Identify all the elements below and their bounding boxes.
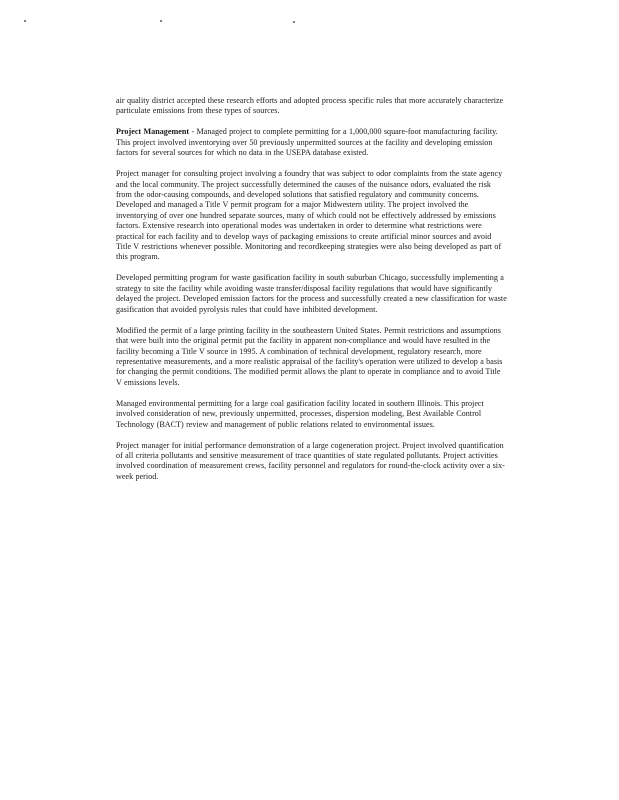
paragraph-text: Managed environmental permitting for a large coal gasification facility located in southern Illinois. This project involved consideration of new, previously unpermitted, processes, dispersion modeling, Best Available Control Technology (BACT) review and management of public relations related to environmental issues. <box>116 398 484 429</box>
paragraph-text: Modified the permit of a large printing facility in the southeastern United States. Permit restrictions and assumptions that were built into the original permit put the facility in apparent non-compliance and would have resulted in the facility becoming a Title V source in 1995. A combination of technical development, regulatory research, more representative measurements, and a more realistic appraisal of the facility's operation were utilized to develop a basis for changing the permit conditions. The modified permit allows the plant to operate in compliance and to avoid Title V emissions levels. <box>116 325 503 387</box>
paragraph-printing-facility <box>116 326 508 388</box>
scan-speck <box>160 20 162 22</box>
paragraph-text: Project manager for initial performance demonstration of a large cogeneration project. Project involved quantification of all criteria pollutants and sensitive measurement of trace quantities of state regulated pollutants. Project activities involved coordination of measurement crews, facility personnel and regulators for round-the-clock activity over a six-week period. <box>116 440 505 481</box>
paragraph-air-quality <box>116 96 508 117</box>
paragraph-text: air quality district accepted these research efforts and adopted process specific rules that more accurately characterize particulate emissions from these types of sources. <box>116 96 504 116</box>
paragraph-cogeneration <box>116 441 508 483</box>
scan-speck <box>24 20 26 22</box>
paragraph-text: Developed permitting program for waste gasification facility in south suburban Chicago, successfully implementing a strategy to site the facility while avoiding waste transfer/disposal facility regulations that would have significantly delayed the project. Developed emission factors for the process and successfully created a new classification for waste gasification that avoided pyrolysis rules that could have inhibited development. <box>116 273 507 314</box>
paragraph-foundry-odor <box>116 169 508 200</box>
paragraph-title-v-utility <box>116 200 508 262</box>
scan-speck <box>293 21 295 23</box>
paragraph-text: - Managed project to complete permitting for a 1,000,000 square-foot manufacturing facility. This project involved inventorying over 50 previously unpermitted sources at the facility and developing emission factors for several sources for which no data in the USEPA database existed. <box>116 127 498 158</box>
paragraph-coal-gasification <box>116 399 508 430</box>
paragraph-text: Project manager for consulting project involving a foundry that was subject to odor complaints from the state agency and the local community. The project successfully determined the causes of the nuisance odors, evaluated the risk from the odor-causing compounds, and developed solutions that satisfied regulatory and community concerns. <box>116 169 503 200</box>
paragraph-waste-gasification <box>116 273 508 315</box>
paragraph-project-management <box>116 127 508 158</box>
paragraph-text: Developed and managed a Title V permit program for a major Midwestern utility. The project involved the inventorying of over one hundred separate sources, many of which could not be effectively addressed by emissions factors. Extensive research into operational modes was undertaken in order to determine what restrictions were practical for each facility and to develop ways of packaging emissions to create artificial minor sources and avoid Title V restrictions whenever possible. Monitoring and recordkeeping strategies were also being developed as part of this program. <box>116 200 502 262</box>
document-body <box>116 96 508 493</box>
paragraph-heading: Project Management <box>116 127 190 137</box>
